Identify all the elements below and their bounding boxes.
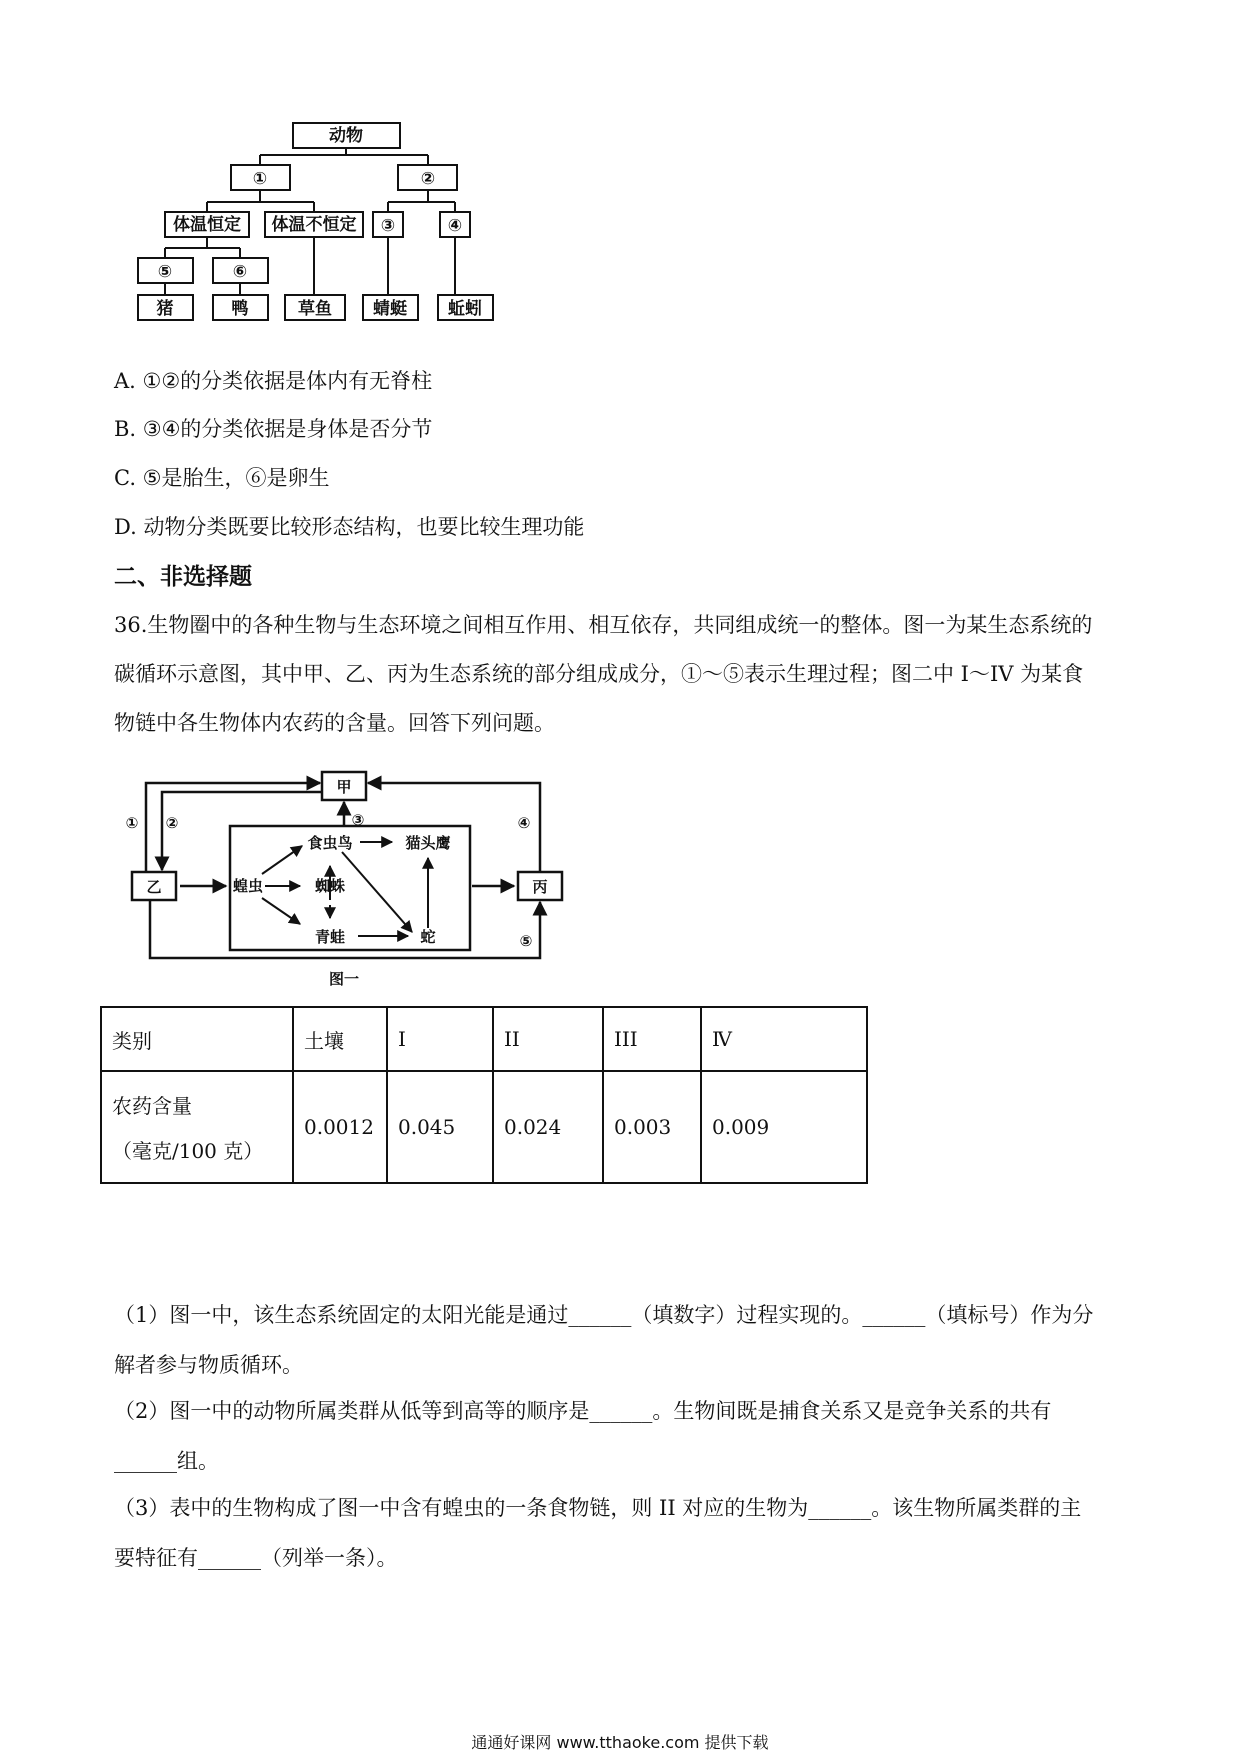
q3-line-1: （3）表中的生物构成了图一中含有蝗虫的一条食物链，则 II 对应的生物为______。该生物所属类群的主	[114, 1496, 1082, 1520]
table-cell: 0.0012	[293, 1071, 387, 1183]
fig1-locust: 蝗虫	[232, 877, 264, 895]
option-d: D. 动物分类既要比较形态结构，也要比较生理功能	[114, 515, 585, 539]
table-header: II	[493, 1007, 603, 1071]
tree-node-5: ⑤	[157, 262, 173, 282]
tree-root: 动物	[329, 126, 363, 146]
fig1-owl: 猫头鹰	[405, 834, 451, 852]
q1-line-1: （1）图一中，该生态系统固定的太阳光能是通过______（填数字）过程实现的。______（填标号）作为分	[114, 1303, 1094, 1327]
section-title: 二、非选择题	[114, 564, 252, 590]
tree-leaf-fish: 草鱼	[298, 299, 332, 319]
table-header: III	[603, 1007, 701, 1071]
table-header: Ⅳ	[701, 1007, 867, 1071]
fig1-yi: 乙	[146, 878, 162, 896]
row-label-line-1: 农药含量	[112, 1094, 192, 1118]
table-cell: 0.045	[387, 1071, 493, 1183]
tree-node-2: ②	[420, 169, 436, 189]
fig1-bing: 丙	[532, 878, 548, 896]
tree-leaf-pig: 猪	[156, 299, 174, 319]
fig1-process-2: ②	[165, 814, 179, 832]
q2-line-2: ______组。	[114, 1449, 219, 1473]
fig1-process-1: ①	[125, 814, 139, 832]
table-row-label	[101, 1071, 293, 1183]
row-label-line-2: （毫克/100 克）	[112, 1139, 264, 1163]
table-header: 土壤	[293, 1007, 387, 1071]
tree-leaf-dragonfly: 蜻蜓	[373, 299, 407, 319]
tree-leaf-duck: 鸭	[231, 299, 249, 319]
fig1-spider: 蜘蛛	[314, 877, 346, 895]
option-a: A. ①②的分类依据是体内有无脊柱	[114, 369, 433, 393]
tree-node-3: ③	[380, 216, 396, 236]
q36-line-2: 碳循环示意图，其中甲、乙、丙为生态系统的部分组成成分，①～⑤表示生理过程；图二中 I～IV 为某食	[114, 662, 1084, 686]
tree-cold-blooded: 体温不恒定	[271, 215, 357, 235]
tree-leaf-earthworm: 蚯蚓	[448, 299, 482, 319]
tree-warm-blooded: 体温恒定	[173, 215, 241, 235]
q1-line-2: 解者参与物质循环。	[114, 1353, 303, 1377]
fig1-caption: 图一	[328, 970, 360, 988]
pesticide-table	[100, 1006, 868, 1184]
fig1-jia: 甲	[336, 778, 352, 796]
fig1-bird: 食虫鸟	[307, 834, 353, 852]
table-cell: 0.003	[603, 1071, 701, 1183]
q3-line-2: 要特征有______（列举一条）。	[114, 1546, 398, 1570]
tree-node-6: ⑥	[232, 262, 248, 282]
tree-node-4: ④	[447, 216, 463, 236]
q36-line-3: 物链中各生物体内农药的含量。回答下列问题。	[114, 711, 555, 735]
carbon-cycle-figure	[0, 760, 600, 1000]
option-b: B. ③④的分类依据是身体是否分节	[114, 417, 433, 441]
fig1-process-5: ⑤	[519, 932, 533, 950]
table-cell: 0.024	[493, 1071, 603, 1183]
table-header: 类别	[101, 1007, 293, 1071]
page-footer: 通通好课网 www.tthaoke.com 提供下载	[471, 1733, 769, 1752]
table-cell: 0.009	[701, 1071, 867, 1183]
table-header: I	[387, 1007, 493, 1071]
tree-node-1: ①	[252, 169, 268, 189]
fig1-frog: 青蛙	[314, 928, 346, 946]
q36-line-1: 36.生物圈中的各种生物与生态环境之间相互作用、相互依存，共同组成统一的整体。图一为某生态系统的	[114, 613, 1093, 637]
fig1-process-4: ④	[517, 814, 531, 832]
option-c: C. ⑤是胎生，⑥是卵生	[114, 466, 330, 490]
q2-line-1: （2）图一中的动物所属类群从低等到高等的顺序是______。生物间既是捕食关系又是竞争关系的共有	[114, 1399, 1052, 1423]
classification-tree	[0, 0, 520, 330]
fig1-process-3: ③	[351, 811, 365, 829]
fig1-snake: 蛇	[420, 928, 436, 946]
